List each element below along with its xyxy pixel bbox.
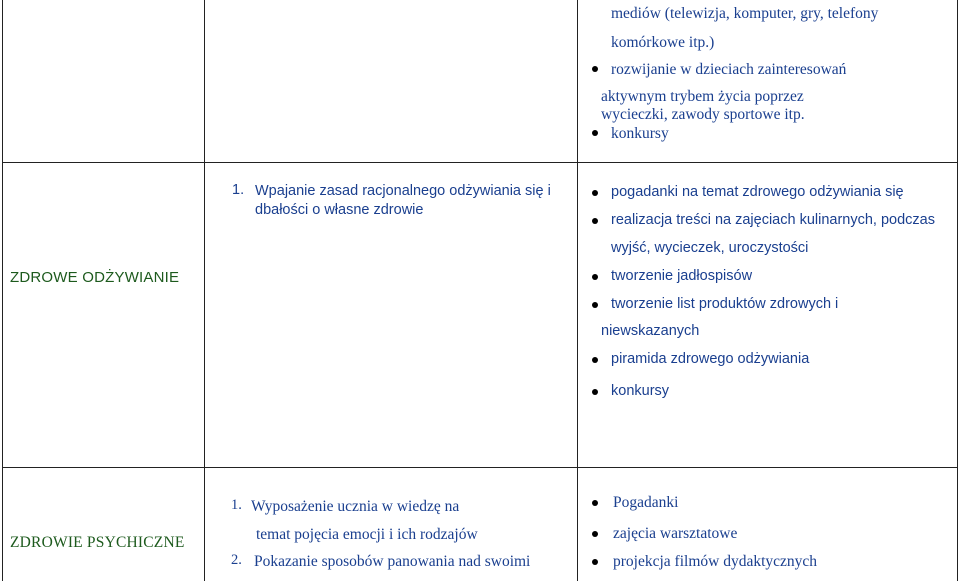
top-activity-line: konkursy (611, 125, 669, 142)
grid-line-right (957, 0, 958, 581)
bullet-icon (592, 531, 598, 537)
top-activity-line: komórkowe itp.) (611, 34, 715, 51)
activity-item: zajęcia warsztatowe (613, 525, 738, 542)
activity-item: tworzenie jadłospisów (611, 268, 753, 284)
section-title-mental-health: ZDROWIE PSYCHICZNE (10, 534, 185, 551)
goal-text: temat pojęcia emocji i ich rodzajów (256, 526, 478, 543)
activity-item: tworzenie list produktów zdrowych i (611, 296, 839, 312)
bullet-icon (592, 274, 598, 280)
top-activity-line: rozwijanie w dzieciach zainteresowań (611, 61, 847, 78)
activity-item: pogadanki na temat zdrowego odżywiania się (611, 184, 904, 200)
grid-line-col2 (577, 0, 578, 581)
goal-text: dbałości o własne zdrowie (255, 202, 424, 218)
section-title-healthy-eating: ZDROWE ODŻYWIANIE (10, 269, 180, 286)
bullet-icon (592, 302, 598, 308)
activity-item: piramida zdrowego odżywiania (611, 351, 810, 367)
activity-item: wyjść, wycieczek, uroczystości (611, 240, 809, 256)
grid-line-row2 (2, 467, 958, 468)
bullet-icon (592, 190, 598, 196)
bullet-icon (592, 389, 598, 395)
bullet-icon (592, 66, 598, 72)
grid-line-col1 (204, 0, 205, 581)
activity-item: niewskazanych (601, 323, 700, 339)
activity-item: projekcja filmów dydaktycznych (613, 553, 818, 570)
activity-item: Pogadanki (613, 494, 679, 511)
top-activity-line: aktywnym trybem życia poprzez (601, 88, 804, 105)
goal-number: 1. (231, 497, 242, 513)
grid-line-row1 (2, 162, 958, 163)
top-activity-line: mediów (telewizja, komputer, gry, telefony (611, 5, 879, 22)
top-activity-line: wycieczki, zawody sportowe itp. (601, 106, 805, 123)
goal-number: 2. (231, 552, 242, 568)
goal-text: Pokazanie sposobów panowania nad swoimi (254, 553, 531, 570)
goal-text: Wpajanie zasad racjonalnego odżywiania się i (255, 183, 551, 199)
grid-line-left (2, 0, 3, 581)
bullet-icon (592, 357, 598, 363)
bullet-icon (592, 130, 598, 136)
bullet-icon (592, 559, 598, 565)
bullet-icon (592, 218, 598, 224)
goal-number: 1. (232, 182, 245, 198)
bullet-icon (592, 500, 598, 506)
goal-text: Wyposażenie ucznia w wiedzę na (251, 498, 460, 515)
activity-item: realizacja treści na zajęciach kulinarnych, podczas (611, 212, 935, 228)
activity-item: konkursy (611, 383, 670, 399)
